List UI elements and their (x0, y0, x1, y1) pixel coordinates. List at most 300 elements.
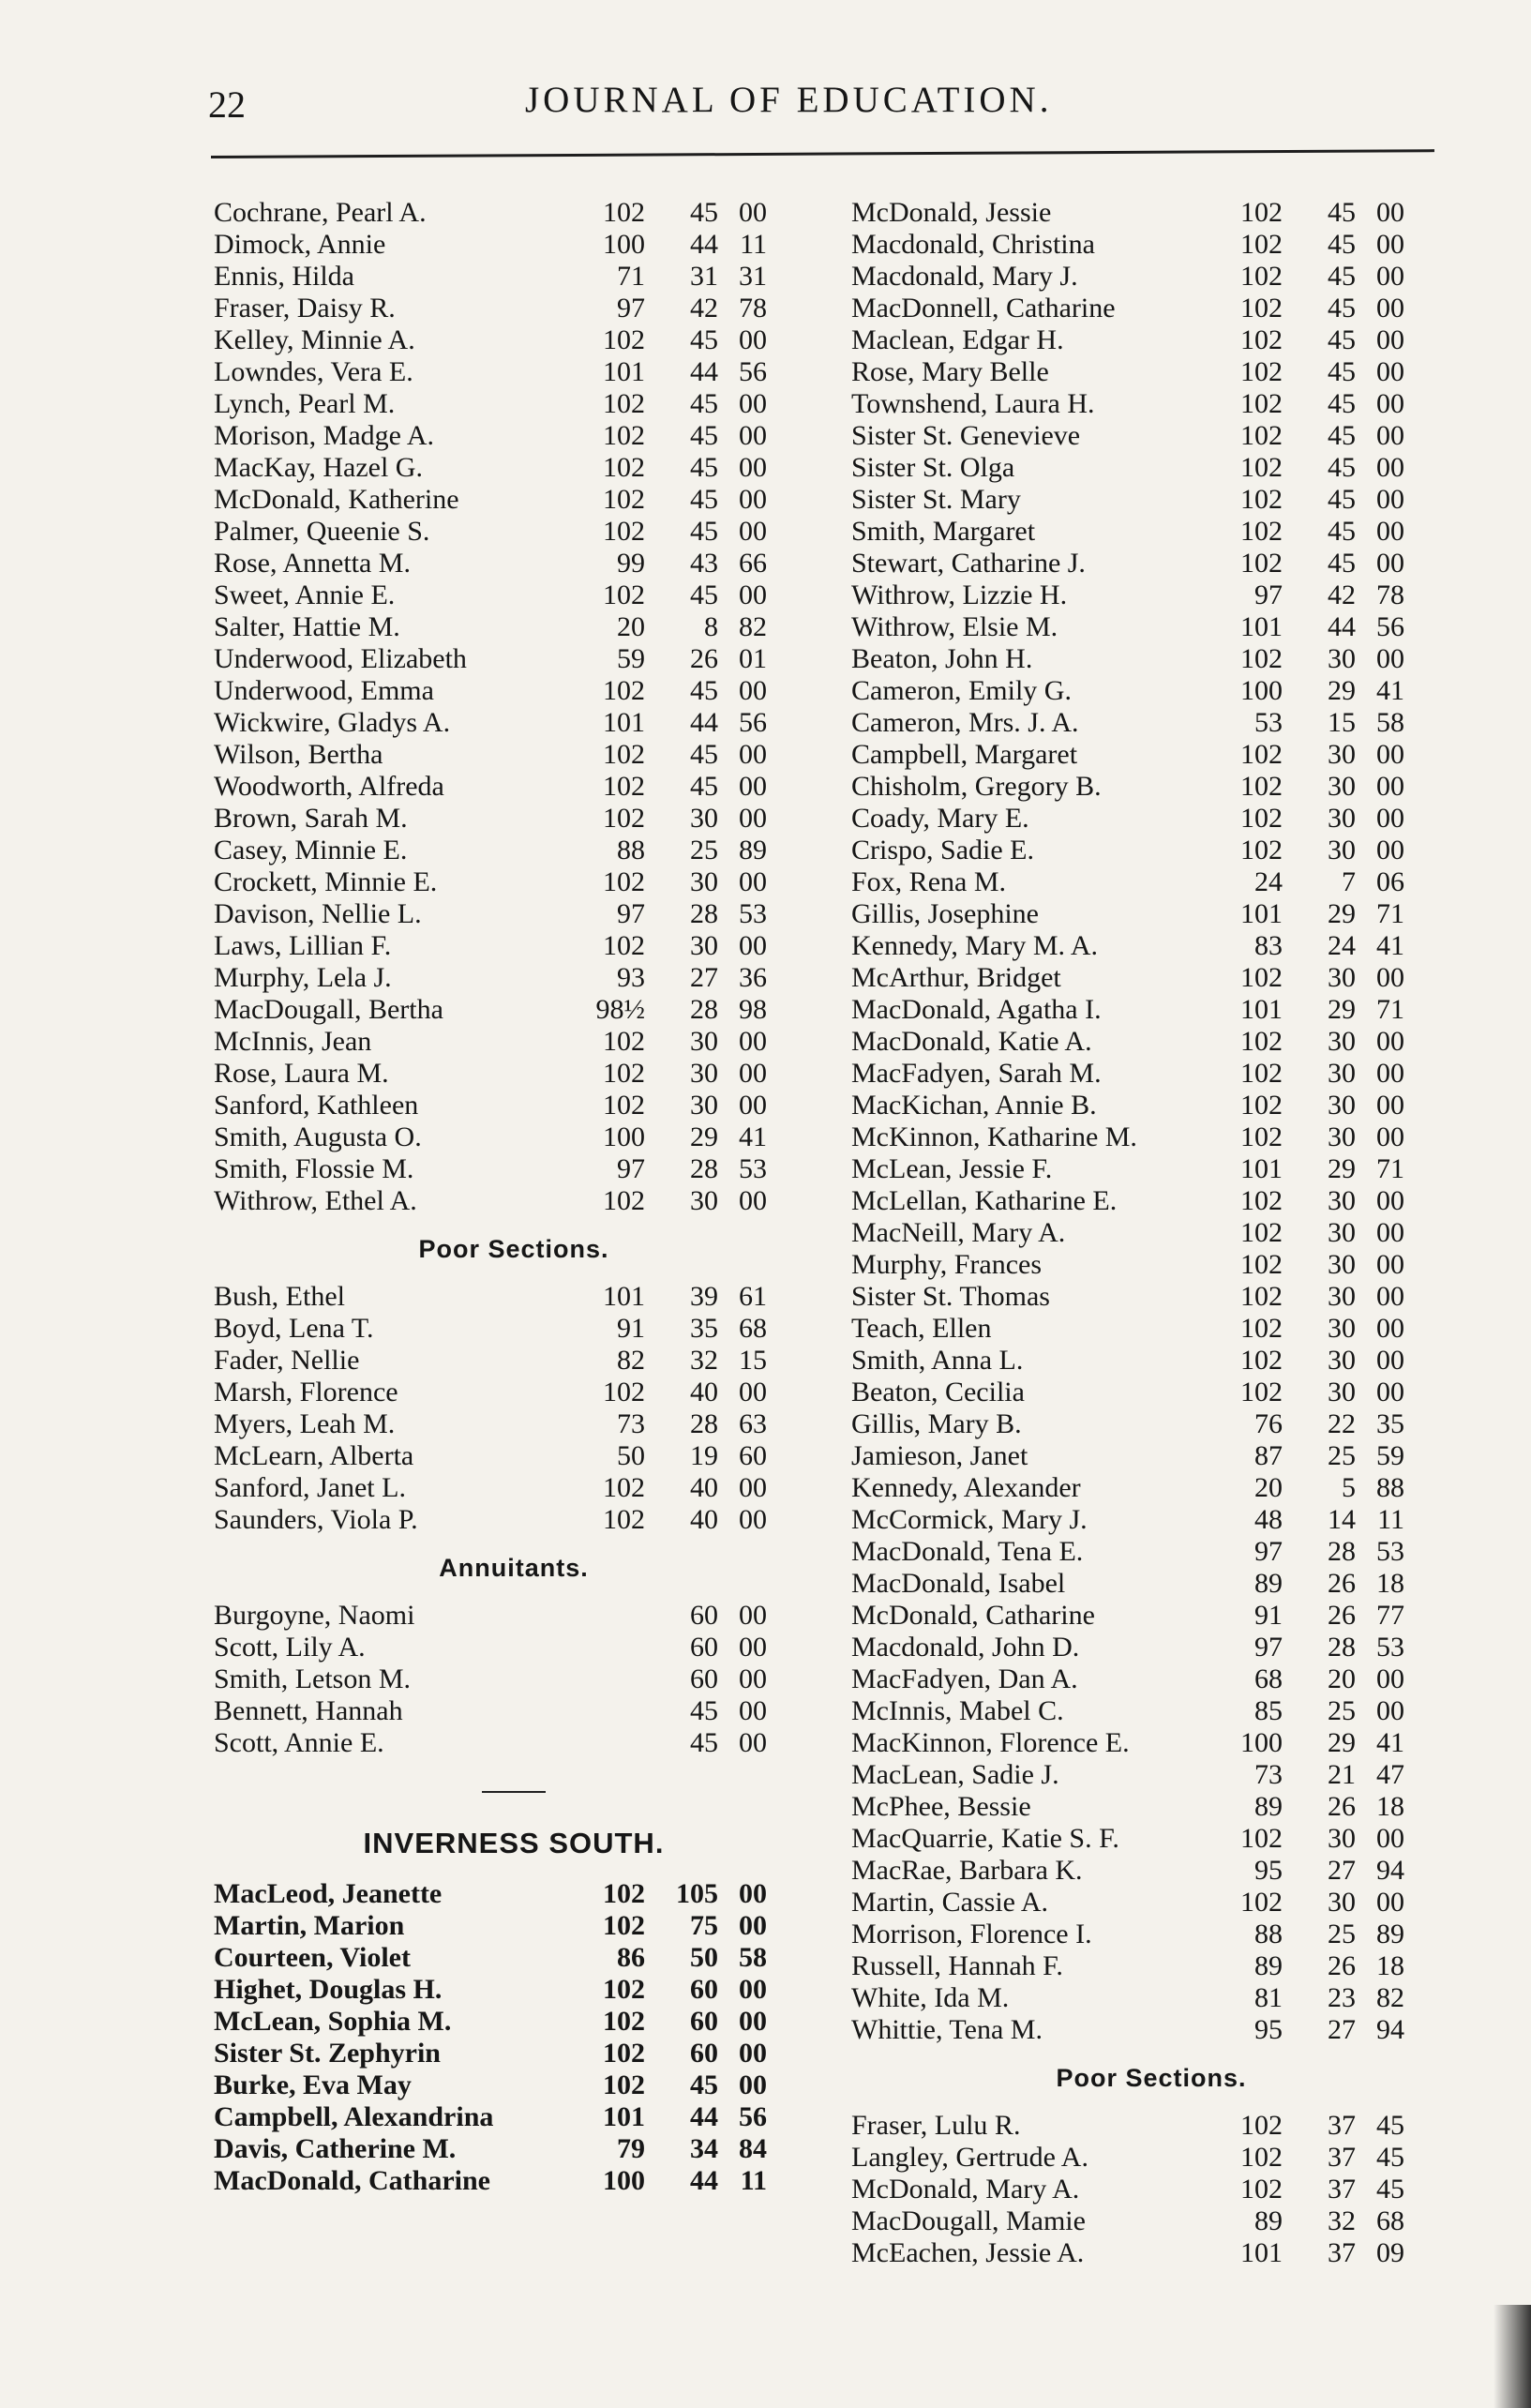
entry-cents: 00 (739, 197, 767, 228)
entry-units: 100 (603, 229, 645, 260)
entry-dollars: 29 (1328, 1153, 1356, 1184)
entry-units: 102 (1240, 388, 1283, 419)
entry-cents: 77 (1376, 1600, 1404, 1631)
entry-cents: 00 (739, 866, 767, 897)
annuitants-entries (214, 1600, 814, 1759)
table-row (214, 2006, 814, 2038)
table-row (214, 579, 814, 611)
entry-dollars: 29 (1328, 994, 1356, 1025)
entry-cents: 56 (739, 707, 767, 738)
entry-units: 88 (617, 835, 645, 865)
entry-dollars: 22 (1328, 1408, 1356, 1439)
entry-cents: 11 (740, 229, 767, 260)
entry-name: Martin, Marion (214, 1910, 405, 1941)
entry-cents: 00 (1376, 516, 1404, 547)
table-row (214, 866, 814, 898)
entry-name: Macdonald, Christina (851, 229, 1095, 260)
entry-dollars: 28 (690, 994, 718, 1025)
entry-cents: 00 (739, 1727, 767, 1758)
entry-dollars: 30 (690, 803, 718, 834)
entry-units: 102 (1240, 229, 1283, 260)
entry-cents: 82 (1376, 1982, 1404, 2013)
entry-cents: 06 (1376, 866, 1404, 897)
entry-units: 102 (1240, 293, 1283, 324)
entry-dollars: 32 (1328, 2205, 1356, 2236)
entry-name: Murphy, Frances (851, 1249, 1043, 1280)
entry-name: McDonald, Katherine (214, 484, 459, 515)
table-row (214, 835, 814, 866)
entry-units: 97 (617, 898, 645, 929)
entry-name: Sanford, Kathleen (214, 1090, 419, 1121)
entry-name: MacDonald, Tena E. (851, 1536, 1084, 1567)
entry-name: Scott, Annie E. (214, 1727, 384, 1758)
entry-units: 102 (1240, 835, 1283, 865)
table-row (214, 1313, 814, 1345)
entry-name: Smith, Flossie M. (214, 1153, 414, 1184)
table-row (851, 1919, 1451, 1950)
entry-name: MacDonald, Agatha I. (851, 994, 1102, 1025)
entry-units: 102 (1240, 324, 1283, 355)
entry-dollars: 60 (690, 1974, 718, 2005)
entry-dollars: 30 (1328, 1058, 1356, 1089)
entry-units: 102 (603, 420, 645, 451)
entry-dollars: 31 (690, 261, 718, 292)
entry-name: MacNeill, Mary A. (851, 1217, 1066, 1248)
entry-cents: 58 (739, 1942, 767, 1973)
entry-name: Rose, Mary Belle (851, 356, 1049, 387)
entry-name: Crispo, Sadie E. (851, 835, 1034, 865)
entry-units: 102 (603, 1472, 645, 1503)
entry-name: MacRae, Barbara K. (851, 1855, 1083, 1886)
entry-units: 87 (1254, 1440, 1283, 1471)
entry-dollars: 30 (690, 930, 718, 961)
entry-cents: 00 (1376, 197, 1404, 228)
entry-units: 102 (603, 484, 645, 515)
entry-name: Boyd, Lena T. (214, 1313, 374, 1344)
entry-dollars: 14 (1328, 1504, 1356, 1535)
entry-name: Kelley, Minnie A. (214, 324, 415, 355)
entry-name: Bennett, Hannah (214, 1695, 403, 1726)
table-row (851, 1377, 1451, 1408)
entry-cents: 00 (739, 803, 767, 834)
annuitants-heading: Annuitants. (439, 1554, 589, 1582)
table-row (851, 1536, 1451, 1568)
entry-dollars: 40 (690, 1377, 718, 1407)
table-row (851, 771, 1451, 803)
entry-dollars: 30 (1328, 1217, 1356, 1248)
entry-cents: 68 (739, 1313, 767, 1344)
entry-units: 102 (1240, 2110, 1283, 2141)
journal-title: JOURNAL OF EDUCATION. (525, 80, 1053, 120)
entry-units: 102 (1240, 1058, 1283, 1089)
entry-units: 102 (1240, 1185, 1283, 1216)
entry-name: Sister St. Zephyrin (214, 2038, 441, 2069)
table-row (214, 739, 814, 771)
entry-name: Withrow, Ethel A. (214, 1185, 417, 1216)
entry-units: 95 (1254, 1855, 1283, 1886)
entry-name: MacDougall, Bertha (214, 994, 443, 1025)
entry-cents: 00 (1376, 548, 1404, 579)
table-row (851, 484, 1451, 516)
table-row (851, 1759, 1451, 1791)
entry-dollars: 45 (1328, 388, 1356, 419)
table-row (214, 803, 814, 835)
entry-units: 73 (1254, 1759, 1283, 1790)
entry-dollars: 27 (1328, 1855, 1356, 1886)
entry-units: 91 (617, 1313, 645, 1344)
entry-name: Myers, Leah M. (214, 1408, 396, 1439)
table-row (214, 675, 814, 707)
entry-name: Teach, Ellen (851, 1313, 992, 1344)
entry-cents: 00 (1376, 1090, 1404, 1121)
entry-dollars: 45 (690, 1695, 718, 1726)
table-row (851, 930, 1451, 962)
entry-dollars: 30 (690, 1026, 718, 1057)
entry-dollars: 26 (1328, 1600, 1356, 1631)
entry-name: Murphy, Lela J. (214, 962, 392, 993)
entry-dollars: 45 (690, 388, 718, 419)
table-row (214, 2038, 814, 2069)
entry-name: Whittie, Tena M. (851, 2014, 1043, 2045)
entry-units: 102 (1240, 2142, 1283, 2173)
entry-units: 102 (1240, 516, 1283, 547)
entry-dollars: 30 (1328, 962, 1356, 993)
table-row (214, 1345, 814, 1377)
entry-dollars: 45 (690, 2069, 718, 2100)
entry-cents: 00 (1376, 1281, 1404, 1312)
entry-units: 20 (1254, 1472, 1283, 1503)
table-row (851, 1823, 1451, 1855)
entry-dollars: 45 (1328, 548, 1356, 579)
table-row (851, 356, 1451, 388)
entry-cents: 56 (739, 356, 767, 387)
entry-name: McInnis, Jean (214, 1026, 372, 1057)
entry-cents: 00 (1376, 484, 1404, 515)
table-row (214, 324, 814, 356)
entry-dollars: 30 (1328, 1377, 1356, 1407)
table-row (214, 197, 814, 229)
entry-cents: 00 (1376, 261, 1404, 292)
entry-name: MacDonnell, Catharine (851, 293, 1116, 324)
entry-units: 97 (1254, 1536, 1283, 1567)
table-row (214, 1974, 814, 2006)
entry-cents: 00 (739, 771, 767, 802)
entry-cents: 00 (1376, 1058, 1404, 1089)
entry-cents: 58 (1376, 707, 1404, 738)
entry-name: McKinnon, Katharine M. (851, 1121, 1137, 1152)
entry-cents: 00 (1376, 1887, 1404, 1918)
table-row (214, 1185, 814, 1217)
entry-dollars: 8 (704, 611, 718, 642)
table-row (214, 1440, 814, 1472)
entry-cents: 00 (1376, 1121, 1404, 1152)
entry-name: MacDonald, Katie A. (851, 1026, 1092, 1057)
table-row (214, 2133, 814, 2165)
entry-dollars: 28 (690, 1153, 718, 1184)
entry-name: Beaton, Cecilia (851, 1377, 1025, 1407)
entry-dollars: 45 (1328, 356, 1356, 387)
entry-name: Smith, Anna L. (851, 1345, 1024, 1376)
entry-name: McDonald, Mary A. (851, 2174, 1080, 2205)
table-row (214, 1026, 814, 1058)
entry-cents: 71 (1376, 898, 1404, 929)
table-row (851, 1632, 1451, 1663)
entry-cents: 18 (1376, 1568, 1404, 1599)
table-row (214, 1408, 814, 1440)
entry-dollars: 75 (690, 1910, 718, 1941)
entry-name: Sister St. Thomas (851, 1281, 1050, 1312)
entry-units: 102 (603, 739, 645, 770)
entry-name: MacKichan, Annie B. (851, 1090, 1097, 1121)
entry-dollars: 30 (1328, 1090, 1356, 1121)
entry-name: Stewart, Catharine J. (851, 548, 1086, 579)
entry-units: 93 (617, 962, 645, 993)
entry-dollars: 34 (690, 2133, 718, 2164)
entry-name: Salter, Hattie M. (214, 611, 400, 642)
entry-cents: 71 (1376, 994, 1404, 1025)
entry-units: 102 (1240, 771, 1283, 802)
entry-dollars: 35 (690, 1313, 718, 1344)
entry-name: Woodworth, Alfreda (214, 771, 444, 802)
entry-units: 86 (617, 1942, 645, 1973)
entry-units: 97 (617, 1153, 645, 1184)
entry-name: Chisholm, Gregory B. (851, 771, 1102, 802)
entry-cents: 89 (1376, 1919, 1404, 1949)
entry-cents: 88 (1376, 1472, 1404, 1503)
entry-cents: 01 (739, 643, 767, 674)
entry-dollars: 30 (1328, 1026, 1356, 1057)
entry-name: Fraser, Daisy R. (214, 293, 396, 324)
table-row (851, 2110, 1451, 2142)
entry-name: Morison, Madge A. (214, 420, 434, 451)
entry-units: 99 (617, 548, 645, 579)
entry-dollars: 30 (1328, 1887, 1356, 1918)
entry-dollars: 45 (1328, 229, 1356, 260)
table-row (851, 1153, 1451, 1185)
table-row (214, 707, 814, 739)
table-row (214, 771, 814, 803)
entry-units: 102 (603, 1504, 645, 1535)
entry-units: 91 (1254, 1600, 1283, 1631)
entry-dollars: 45 (690, 420, 718, 451)
entry-cents: 00 (739, 1878, 767, 1909)
table-row (851, 2174, 1451, 2205)
entry-name: Scott, Lily A. (214, 1632, 366, 1663)
entry-dollars: 28 (690, 1408, 718, 1439)
page-header (0, 80, 1531, 139)
entry-cents: 00 (1376, 1185, 1404, 1216)
entry-cents: 68 (1376, 2205, 1404, 2236)
page-number: 22 (208, 83, 246, 126)
entry-name: Highet, Douglas H. (214, 1974, 443, 2005)
entry-units: 48 (1254, 1504, 1283, 1535)
entry-units: 102 (603, 324, 645, 355)
entry-units: 101 (1240, 994, 1283, 1025)
table-row (214, 229, 814, 261)
table-row (851, 994, 1451, 1026)
entry-cents: 89 (739, 835, 767, 865)
entry-units: 101 (1240, 1153, 1283, 1184)
entry-name: Brown, Sarah M. (214, 803, 408, 834)
entry-name: Withrow, Elsie M. (851, 611, 1058, 642)
entry-cents: 00 (739, 2038, 767, 2069)
entry-dollars: 25 (1328, 1919, 1356, 1949)
table-row (214, 1632, 814, 1663)
entry-dollars: 24 (1328, 930, 1356, 961)
left-poor-sections-heading: Poor Sections. (418, 1235, 609, 1263)
entry-units: 101 (603, 707, 645, 738)
entry-units: 102 (1240, 356, 1283, 387)
entry-name: Campbell, Alexandrina (214, 2101, 494, 2132)
entry-cents: 00 (739, 1377, 767, 1407)
entry-units: 89 (1254, 1568, 1283, 1599)
entry-units: 102 (1240, 1026, 1283, 1057)
entry-dollars: 30 (1328, 1249, 1356, 1280)
entry-units: 102 (603, 579, 645, 610)
table-row (851, 324, 1451, 356)
entry-dollars: 45 (690, 324, 718, 355)
entry-name: Lowndes, Vera E. (214, 356, 413, 387)
entry-dollars: 44 (690, 2165, 718, 2196)
entry-cents: 35 (1376, 1408, 1404, 1439)
table-row (851, 197, 1451, 229)
entry-dollars: 26 (1328, 1568, 1356, 1599)
table-row (214, 452, 814, 484)
header-rule (211, 149, 1434, 158)
entry-cents: 00 (1376, 1313, 1404, 1344)
entry-name: McDonald, Jessie (851, 197, 1052, 228)
entry-cents: 00 (739, 1910, 767, 1941)
entry-dollars: 45 (690, 197, 718, 228)
table-row (214, 516, 814, 548)
entry-dollars: 45 (1328, 293, 1356, 324)
entry-cents: 53 (1376, 1632, 1404, 1663)
entry-units: 102 (603, 2006, 645, 2037)
entry-cents: 00 (1376, 739, 1404, 770)
entry-name: MacLeod, Jeanette (214, 1878, 443, 1909)
table-row (851, 835, 1451, 866)
entry-name: McDonald, Catharine (851, 1600, 1095, 1631)
table-row (851, 707, 1451, 739)
entry-cents: 84 (739, 2133, 767, 2164)
entry-cents: 00 (1376, 1026, 1404, 1057)
entry-cents: 00 (739, 1504, 767, 1535)
entry-name: Sister St. Mary (851, 484, 1021, 515)
right-entries-poor (851, 2110, 1451, 2269)
entry-cents: 94 (1376, 1855, 1404, 1886)
table-row (851, 803, 1451, 835)
entry-dollars: 37 (1328, 2237, 1356, 2268)
entry-units: 102 (603, 1090, 645, 1121)
table-row (851, 579, 1451, 611)
table-row (851, 1121, 1451, 1153)
entry-dollars: 29 (1328, 1727, 1356, 1758)
entry-units: 59 (617, 643, 645, 674)
entry-units: 100 (1240, 675, 1283, 706)
entry-dollars: 30 (1328, 1345, 1356, 1376)
entry-name: Ennis, Hilda (214, 261, 354, 292)
table-row (214, 1058, 814, 1090)
entry-name: Townshend, Laura H. (851, 388, 1095, 419)
table-row (851, 1217, 1451, 1249)
table-row (851, 1950, 1451, 1982)
entry-units: 95 (1254, 2014, 1283, 2045)
entry-dollars: 26 (690, 643, 718, 674)
entry-units: 24 (1254, 866, 1283, 897)
entry-name: MacFadyen, Sarah M. (851, 1058, 1102, 1089)
entry-units: 102 (1240, 739, 1283, 770)
entry-cents: 00 (739, 388, 767, 419)
entry-units: 100 (1240, 1727, 1283, 1758)
entry-dollars: 30 (690, 1058, 718, 1089)
entry-units: 89 (1254, 1791, 1283, 1822)
table-row (214, 1472, 814, 1504)
table-row (214, 1377, 814, 1408)
entry-name: Davison, Nellie L. (214, 898, 422, 929)
entry-dollars: 30 (1328, 1823, 1356, 1854)
entry-dollars: 105 (676, 1878, 718, 1909)
entry-name: Fraser, Lulu R. (851, 2110, 1021, 2141)
entry-units: 73 (617, 1408, 645, 1439)
entry-dollars: 45 (690, 579, 718, 610)
entry-dollars: 30 (1328, 1281, 1356, 1312)
entry-name: Kennedy, Mary M. A. (851, 930, 1099, 961)
entry-dollars: 43 (690, 548, 718, 579)
entry-units: 102 (1240, 548, 1283, 579)
entry-cents: 00 (1376, 1377, 1404, 1407)
entry-units: 102 (1240, 1313, 1283, 1344)
table-row (214, 1153, 814, 1185)
entry-units: 102 (1240, 420, 1283, 451)
table-row (851, 1568, 1451, 1600)
entry-name: Lynch, Pearl M. (214, 388, 396, 419)
entry-name: Sister St. Genevieve (851, 420, 1081, 451)
entry-cents: 60 (739, 1440, 767, 1471)
entry-name: Saunders, Viola P. (214, 1504, 418, 1535)
entry-units: 101 (603, 356, 645, 387)
entry-units: 81 (1254, 1982, 1283, 2013)
table-row (851, 739, 1451, 771)
entry-units: 102 (603, 1910, 645, 1941)
table-row (214, 898, 814, 930)
entry-name: Smith, Augusta O. (214, 1121, 422, 1152)
entry-dollars: 60 (690, 2038, 718, 2069)
entry-name: Cameron, Mrs. J. A. (851, 707, 1079, 738)
entry-dollars: 30 (1328, 1185, 1356, 1216)
entry-cents: 45 (1376, 2110, 1404, 2141)
table-row (214, 1504, 814, 1536)
entry-cents: 00 (739, 484, 767, 515)
entry-dollars: 23 (1328, 1982, 1356, 2013)
entry-cents: 00 (739, 452, 767, 483)
entry-dollars: 26 (1328, 1791, 1356, 1822)
entry-units: 102 (603, 1974, 645, 2005)
entry-dollars: 26 (1328, 1950, 1356, 1981)
entry-cents: 00 (1376, 1217, 1404, 1248)
entry-dollars: 20 (1328, 1663, 1356, 1694)
entry-dollars: 45 (690, 675, 718, 706)
entry-units: 101 (1240, 611, 1283, 642)
entry-units: 102 (1240, 643, 1283, 674)
entry-units: 68 (1254, 1663, 1283, 1694)
entry-name: Cochrane, Pearl A. (214, 197, 427, 228)
entry-name: Burke, Eva May (214, 2069, 412, 2100)
entry-units: 102 (1240, 1217, 1283, 1248)
entry-units: 102 (603, 1058, 645, 1089)
entry-cents: 18 (1376, 1791, 1404, 1822)
entry-dollars: 45 (690, 771, 718, 802)
entry-units: 102 (603, 866, 645, 897)
